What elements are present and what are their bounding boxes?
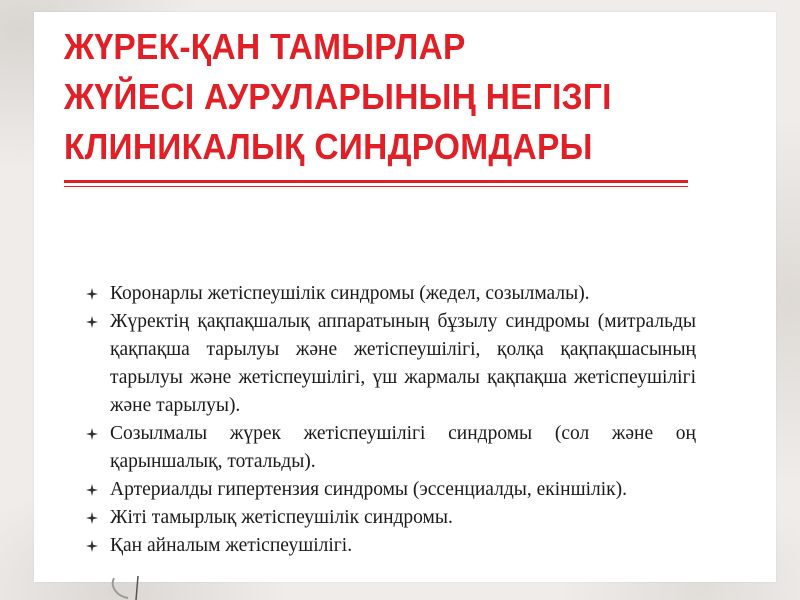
- diamond-star-icon: [86, 420, 102, 448]
- list-item: [84, 504, 696, 532]
- list-item: [84, 308, 696, 420]
- diamond-star-icon: [86, 308, 102, 336]
- diamond-star-icon: [86, 532, 102, 560]
- list-item-text: Қан айналым жетіспеушілігі.: [110, 535, 353, 556]
- diamond-star-icon: [86, 280, 102, 308]
- decorative-swirl-icon: [108, 572, 152, 600]
- title-line: КЛИНИКАЛЫҚ СИНДРОМДАРЫ: [64, 126, 593, 167]
- list-item: [84, 280, 696, 308]
- syndrome-list: [84, 280, 696, 560]
- list-item: [84, 532, 696, 560]
- list-item: [84, 420, 696, 476]
- list-item-text: Коронарлы жетіспеушілік синдромы (жедел, созылмалы).: [110, 283, 590, 304]
- list-item-text: Созылмалы жүрек жетіспеушілігі синдромы (сол және оң қарыншалық, тотальды).: [110, 423, 696, 472]
- list-item-text: Жіті тамырлық жетіспеушілік синдромы.: [110, 507, 453, 528]
- slide-sheet: [34, 12, 776, 582]
- title-line: ЖҮЙЕСІ АУРУЛАРЫНЫҢ НЕГІЗГІ: [64, 76, 612, 117]
- slide-title: [64, 22, 678, 172]
- list-item-text: Артериалды гипертензия синдромы (эссенциалды, екіншілік).: [110, 479, 628, 500]
- list-item-text: Жүректің қақпақшалық аппаратының бұзылу синдромы (митральды қақпақша тарылуы және жетіспеушілігі, қолқа қақпақшасының тарылуы және жетіспеушілігі, үш жармалы қақпақша жетіспеушілігі және тарылуы).: [110, 311, 696, 416]
- list-item: [84, 476, 696, 504]
- title-underline: [64, 180, 688, 183]
- title-underline-thin: [64, 186, 688, 187]
- title-line: ЖҮРЕК-ҚАН ТАМЫРЛАР: [64, 26, 466, 67]
- diamond-star-icon: [86, 504, 102, 532]
- diamond-star-icon: [86, 476, 102, 504]
